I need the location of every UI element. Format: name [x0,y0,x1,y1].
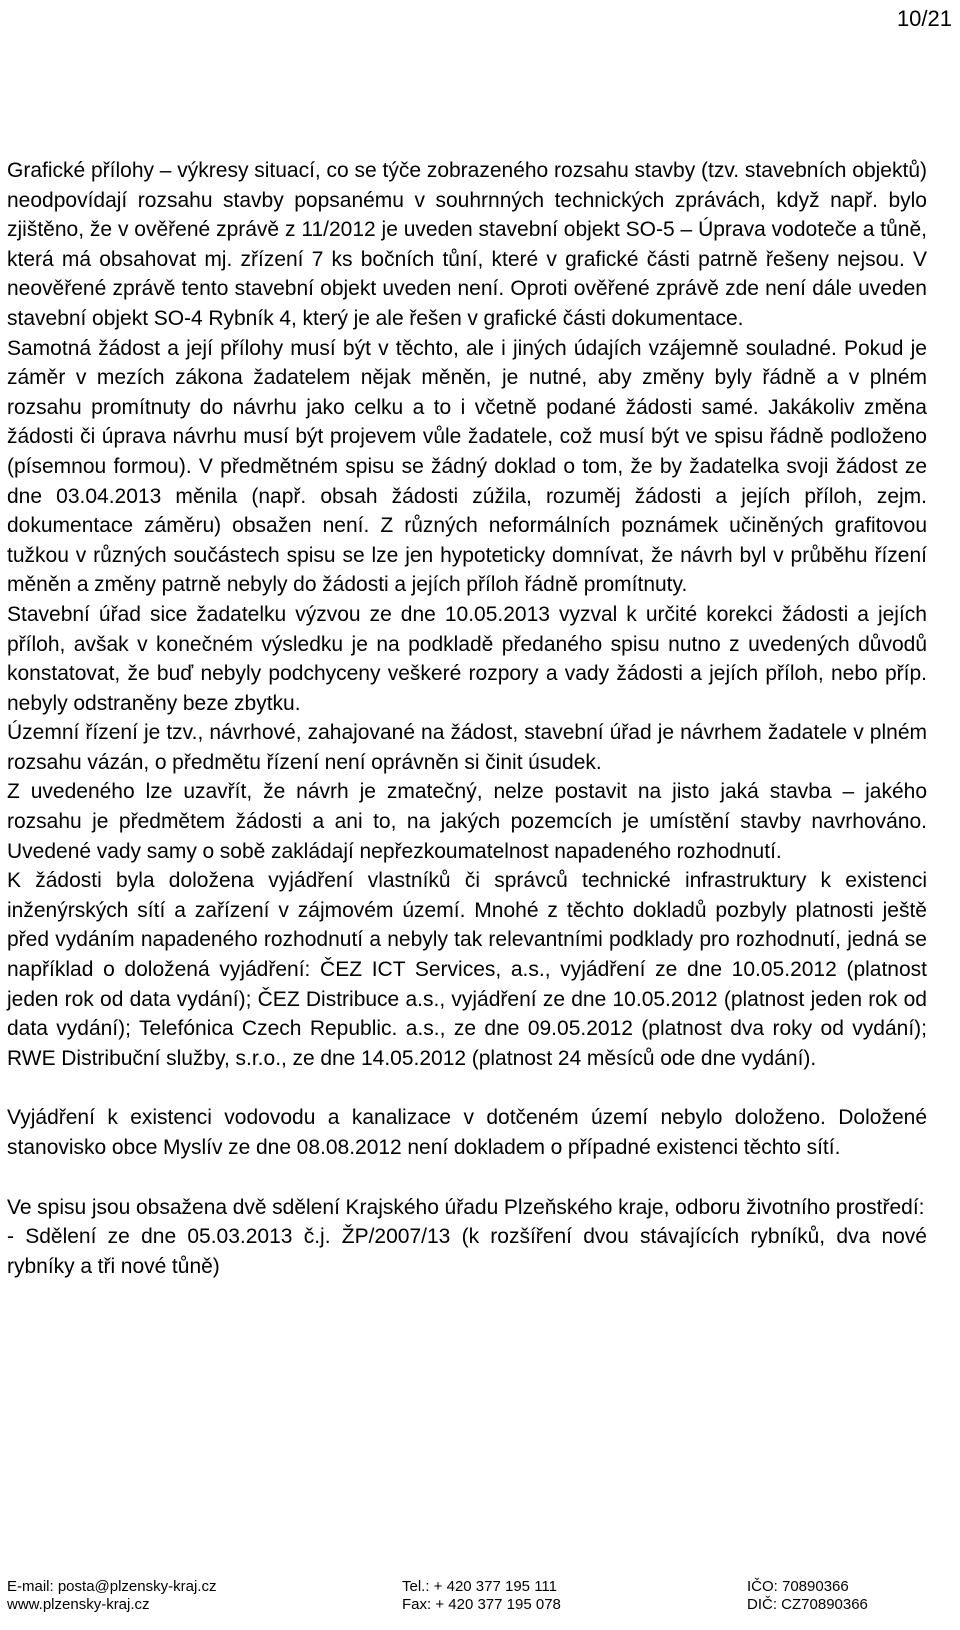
document-body [7,156,927,1281]
footer-tel: Tel.: + 420 377 195 111 [402,1578,557,1595]
paragraph-zoning-procedure: Územní řízení je tzv., návrhové, zahajované na žádost, stavební úřad je návrhem žadatele v plném rozsahu vázán, o předmětu řízení není oprávněn si činit úsudek. [7,721,927,774]
footer-ico: IČO: 70890366 [747,1578,849,1595]
footer-phone-column [402,1578,561,1614]
paragraph-application-consistency: Samotná žádost a její přílohy musí být v těchto, ale i jiných údajích vzájemně souladné. Pokud je záměr v mezích zákona žadatelem nějak měněn, je nutné, aby změny byly řádně a v plném rozsahu promítnuty do návrhu jako celku a to i včetně podané žádosti samé. Jakákoliv změna žádosti či úprava návrhu musí být projevem vůle žadatele, což musí být ve spisu řádně podloženo (písemnou formou). V předmětném spisu se žádný doklad o tom, že by žadatelka svoji žádost ze dne 03.04.2013 měnila (např. obsah žádosti zúžila, rozuměj žádosti a jejích příloh, zejm. dokumentace záměru) obsažen není. Z různých neformálních poznámek učiněných grafitovou tužkou v různých součástech spisu se lze jen hypoteticky domnívat, že návrh byl v průběhu řízení měněn a změny patrně nebyly do žádosti a jejích příloh řádně promítnuty. [7,336,927,597]
page-footer [7,1578,927,1624]
footer-contact-column [7,1578,216,1614]
paragraph-notice-item: - Sdělení ze dne 05.03.2013 č.j. ŽP/2007/13 (k rozšíření dvou stávajících rybníků, dva nové rybníky a tři nové tůně) [7,1225,927,1278]
page-number: 10/21 [896,6,952,31]
footer-email: E-mail: posta@plzensky-kraj.cz [7,1578,217,1595]
footer-dic: DIČ: CZ70890366 [747,1596,868,1613]
paragraph-conclusion: Z uvedeného lze uzavřít, že návrh je zmatečný, nelze postavit na jisto jaká stavba – jakého rozsahu je předmětem žádosti a ani to, na jakých pozemcích je umístění stavby navrhováno. Uvedené vady samy o sobě zakládají nepřezkoumatelnost napadeného rozhodnutí. [7,780,927,863]
paragraph-infrastructure-statements: K žádosti byla doložena vyjádření vlastníků či správců technické infrastruktury k existenci inženýrských sítí a zařízení v zájmovém území. Mnohé z těchto dokladů pozbyly platnosti ještě před vydáním napadeného rozhodnutí a nebyly tak relevantními podklady pro rozhodnutí, jedná se například o doložená vyjádření: ČEZ ICT Services, a.s., vyjádření ze dne 10.05.2012 (platnost jeden rok od data vydání); ČEZ Distribuce a.s., vyjádření ze dne 10.05.2012 (platnost jeden rok od data vydání); Telefónica Czech Republic. a.s., ze dne 09.05.2012 (platnost dva roky od vydání); RWE Distribuční služby, s.r.o., ze dne 14.05.2012 (platnost 24 měsíců ode dne vydání). [7,869,927,1070]
paragraph-building-office-request: Stavební úřad sice žadatelku výzvou ze dne 10.05.2013 vyzval k určité korekci žádosti a jejích příloh, avšak v konečném výsledku je na podkladě předaného spisu nutno z uvedených důvodů konstatovat, že buď nebyly podchyceny veškeré rozpory a vady žádosti a jejích příloh, nebo příp. nebyly odstraněny beze zbytku. [7,602,927,715]
footer-fax: Fax: + 420 377 195 078 [402,1596,561,1613]
paragraph-graphic-attachments: Grafické přílohy – výkresy situací, co se týče zobrazeného rozsahu stavby (tzv. stavebních objektů) neodpovídají rozsahu stavby popsanému v souhrnných technických zprávách, když např. bylo zjištěno, že v ověřené zprávě z 11/2012 je uveden stavební objekt SO-5 – Úprava vodoteče a tůně, která má obsahovat mj. zřízení 7 ks bočních tůní, které v grafické části patrně řešeny nejsou. V neověřené zprávě tento stavební objekt uveden není. Oproti ověřené zprávě zde není dále uveden stavební objekt SO-4 Rybník 4, který je ale řešen v grafické části dokumentace. [7,159,927,330]
footer-id-column [747,1578,868,1614]
footer-web: www.plzensky-kraj.cz [7,1596,150,1613]
paragraph-regional-office: Ve spisu jsou obsažena dvě sdělení Krajského úřadu Plzeňského kraje, odboru životního prostředí: [7,1195,925,1219]
paragraph-water-sewer: Vyjádření k existenci vodovodu a kanalizace v dotčeném území nebylo doloženo. Doložené stanovisko obce Myslív ze dne 08.08.2012 není dokladem o případné existenci těchto sítí. [7,1106,927,1159]
